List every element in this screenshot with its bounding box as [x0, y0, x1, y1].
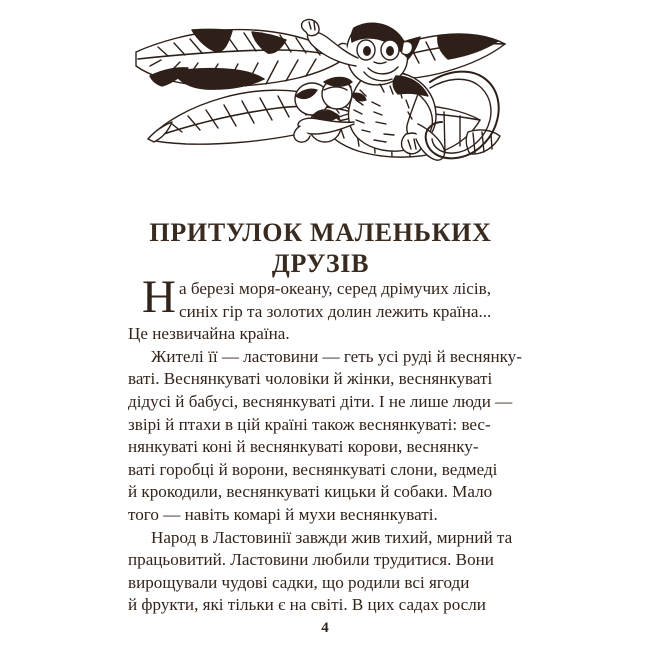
chapter-title-line-2: ДРУЗІВ	[271, 249, 370, 279]
paragraph-2-line-4: звірі й птахи в цій країні також веснянкуваті: вес-	[128, 414, 491, 434]
body-text	[128, 271, 522, 617]
paragraph-2-line-2: ваті. Веснянкуваті чоловіки й жінки, веснянкуваті	[128, 369, 493, 389]
paragraph-1	[128, 271, 514, 346]
paragraph-2	[128, 346, 522, 527]
paragraph-2-line-8: того — навіть комарі й мухи веснянкуваті.	[128, 504, 438, 524]
paragraph-3-line-4: й фрукти, які тільки є на світі. В цих садах росли	[128, 595, 486, 615]
paragraph-3-line-1: Народ в Ластовинії завжди жив тихий, мирний та	[151, 527, 513, 547]
paragraph-2-line-7: й крокодили, веснянкуваті кицьки й собаки. Мало	[128, 482, 493, 502]
paragraph-2-line-3: дідусі й бабусі, веснянкуваті діти. І не лише люди —	[128, 391, 513, 411]
paragraph-2-line-5: нянкуваті коні й веснянкуваті корови, веснянку-	[128, 437, 479, 457]
paragraph-2-line-6: ваті горобці й ворони, веснянкуваті слони, ведмеді	[128, 459, 498, 479]
chapter-title	[128, 217, 513, 279]
paragraph-1-line-3: Це незвичайна країна.	[128, 324, 290, 344]
drop-cap: Н	[142, 271, 176, 323]
paragraph-3-line-2: працьовитий. Ластовини любили трудитися. Вони	[128, 550, 494, 570]
chapter-title-line-1: ПРИТУЛОК МАЛЕНЬКИХ	[149, 218, 492, 248]
monkey-on-banana-leaves-illustration	[128, 6, 513, 174]
paragraph-1-line-1: а березі моря-океану, серед дрімучих лісів,	[179, 279, 491, 298]
paragraph-1-line-2: синіх гір та золотих долин лежить країна...	[179, 301, 492, 321]
paragraph-3	[128, 527, 514, 617]
page-number: 4	[321, 620, 329, 636]
paragraph-3-line-3: вирощували чудові садки, що родили всі ягоди	[128, 572, 470, 592]
paragraph-2-line-1: Жителі її — ластовини — геть усі руді й веснянку-	[151, 346, 522, 366]
